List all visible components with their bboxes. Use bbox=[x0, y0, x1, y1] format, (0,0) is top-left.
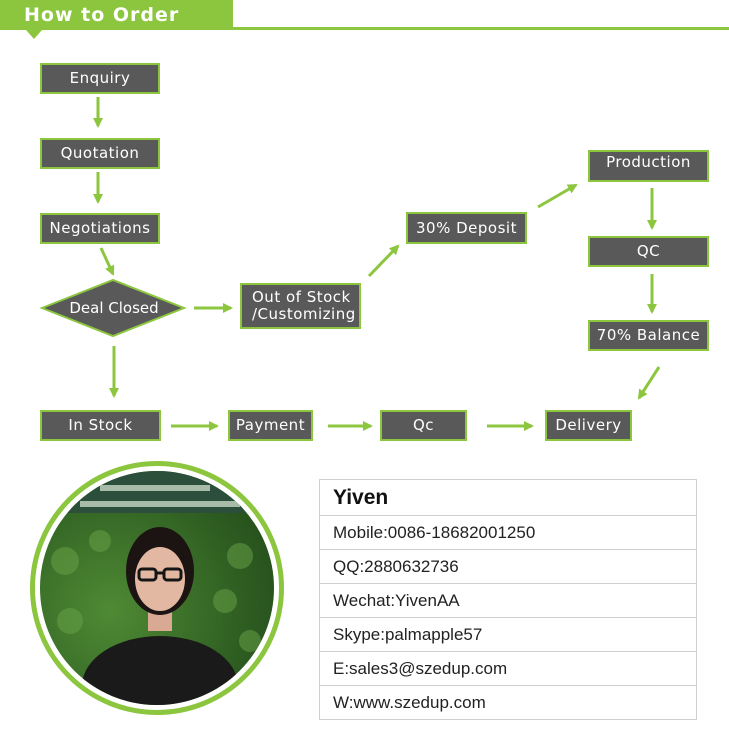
page-title: How to Order bbox=[24, 4, 180, 26]
step-payment: Payment bbox=[228, 410, 313, 441]
step-in-stock: In Stock bbox=[40, 410, 161, 441]
step-quotation: Quotation bbox=[40, 138, 160, 169]
arrow-deposit-production bbox=[538, 185, 576, 207]
contact-card bbox=[319, 479, 697, 720]
contact-mobile: Mobile:0086-18682001250 bbox=[320, 516, 696, 550]
step-production: Production bbox=[588, 150, 709, 182]
contact-name: Yiven bbox=[320, 480, 696, 516]
contact-wechat: Wechat:YivenAA bbox=[320, 584, 696, 618]
step-deposit: 30% Deposit bbox=[406, 212, 527, 244]
contact-qq: QQ:2880632736 bbox=[320, 550, 696, 584]
deal-closed-label: Deal Closed bbox=[69, 299, 159, 317]
out-of-stock-line1: Out of Stock bbox=[252, 288, 351, 306]
contact-skype: Skype:palmapple57 bbox=[320, 618, 696, 652]
step-balance: 70% Balance bbox=[588, 320, 709, 351]
step-qc-lower: Qc bbox=[380, 410, 467, 441]
out-of-stock-line2: /Customizing bbox=[252, 305, 356, 323]
step-negotiations: Negotiations bbox=[40, 213, 160, 244]
step-enquiry: Enquiry bbox=[40, 63, 160, 94]
arrow-balance-delivery bbox=[639, 367, 659, 398]
arrow-negotiations-deal bbox=[101, 248, 113, 274]
step-qc: QC bbox=[588, 236, 709, 267]
avatar-photo bbox=[40, 471, 274, 705]
contact-website[interactable]: W:www.szedup.com bbox=[320, 686, 696, 720]
contact-email[interactable]: E:sales3@szedup.com bbox=[320, 652, 696, 686]
avatar bbox=[30, 461, 284, 715]
arrow-outofstock-deposit bbox=[369, 246, 398, 276]
step-delivery: Delivery bbox=[545, 410, 632, 441]
step-out-of-stock bbox=[240, 283, 361, 329]
